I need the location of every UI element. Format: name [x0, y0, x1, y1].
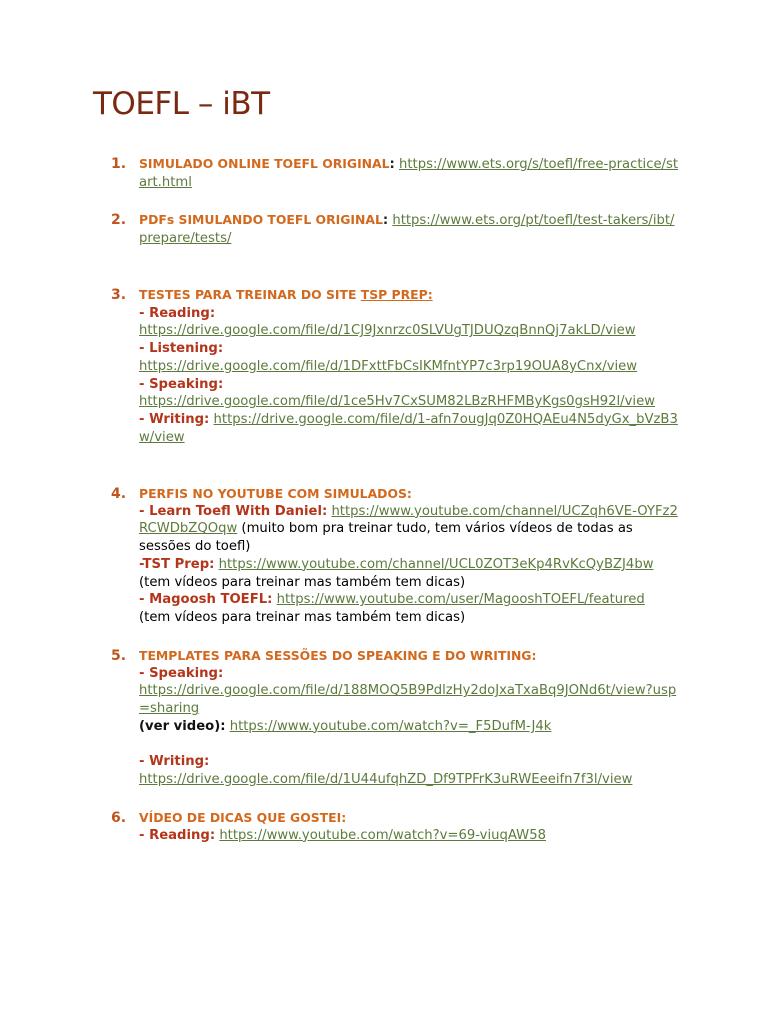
magoosh-note: (tem vídeos para treinar mas também tem dicas) [139, 609, 466, 625]
item-number: 4. [111, 486, 127, 502]
template-video-link[interactable]: https://www.youtube.com/watch?v=_F5DufM-J4k [229, 718, 552, 734]
listening-label: - Listening: [139, 341, 224, 357]
item-heading: VÍDEO DE DICAS QUE GOSTEI: [139, 810, 347, 825]
item-number: 2. [111, 212, 127, 228]
tips-reading-label: - Reading: [139, 827, 216, 843]
tsp-prep-link[interactable]: TSP PREP: [360, 287, 433, 302]
speaking-label: - Speaking: [139, 376, 224, 392]
item-number: 5. [111, 648, 127, 664]
heading-colon: : [389, 157, 395, 172]
magoosh-label: - Magoosh TOEFL: [139, 592, 273, 608]
tips-reading-link[interactable]: https://www.youtube.com/watch?v=69-viuqAW58 [219, 827, 546, 843]
item-number: 6. [111, 810, 127, 826]
listening-drive-link[interactable]: https://drive.google.com/file/d/1DFxttFbCsIKMfntYP7c3rp19OUA8yCnx/view [139, 358, 638, 374]
item-number: 3. [111, 287, 127, 303]
tst-prep-youtube-link[interactable]: https://www.youtube.com/channel/UCL0ZOT3eKp4RvKcQyBZJ4bw [218, 556, 654, 572]
ets-free-practice-link[interactable]: https://www.ets.org/s/toefl/free-practice/start.html [139, 157, 679, 190]
template-writing-link[interactable]: https://drive.google.com/file/d/1U44ufqhZD_Df9TPFrK3uRWEeeifn7f3l/view [139, 771, 633, 787]
item-heading: SIMULADO ONLINE TOEFL ORIGINAL [139, 156, 390, 171]
tst-prep-label: -TST Prep: [139, 556, 215, 572]
page-title: TOEFL – iBT [93, 86, 270, 122]
writing-label: - Writing: [139, 411, 210, 427]
daniel-youtube-link[interactable]: https://www.youtube.com/channel/UCZqh6VE-OYFz2RCWDbZQOqw [139, 503, 678, 537]
item-number: 1. [111, 156, 127, 172]
item-heading: TEMPLATES PARA SESSÕES DO SPEAKING E DO WRITING: [139, 648, 537, 663]
template-speaking-label: - Speaking: [139, 665, 224, 681]
reading-drive-link[interactable]: https://drive.google.com/file/d/1CJ9Jxnrzc0SLVUgTJDUQzqBnnQj7akLD/view [139, 323, 636, 339]
reading-label: - Reading: [139, 305, 216, 321]
item-heading: TESTES PARA TREINAR DO SITE [139, 287, 361, 302]
magoosh-youtube-link[interactable]: https://www.youtube.com/user/MagooshTOEFL/featured [276, 592, 645, 608]
item-heading: PDFs SIMULANDO TOEFL ORIGINAL [139, 212, 383, 227]
item-heading: PERFIS NO YOUTUBE COM SIMULADOS: [139, 486, 412, 501]
daniel-note: (muito bom pra treinar tudo, tem vários vídeos de todas as sessões do toefl) [139, 521, 633, 555]
ets-test-takers-link[interactable]: https://www.ets.org/pt/toefl/test-takers/ibt/prepare/tests/ [139, 213, 675, 246]
daniel-label: - Learn Toefl With Daniel: [139, 503, 328, 519]
video-label: (ver video): [139, 718, 226, 734]
template-writing-label: - Writing: [139, 754, 210, 770]
speaking-drive-link[interactable]: https://drive.google.com/file/d/1ce5Hv7CxSUM82LBzRHFMByKgs0gsH92l/view [139, 394, 655, 410]
writing-drive-link[interactable]: https://drive.google.com/file/d/1-afn7ougJq0Z0HQAEu4N5dyGx_bVzB3w/view [139, 411, 678, 445]
tst-prep-note: (tem vídeos para treinar mas também tem dicas) [139, 574, 466, 590]
template-speaking-link[interactable]: https://drive.google.com/file/d/188MOQ5B9PdlzHy2doJxaTxaBq9JONd6t/view?usp=sharing [139, 683, 677, 717]
heading-colon: : [382, 213, 389, 228]
